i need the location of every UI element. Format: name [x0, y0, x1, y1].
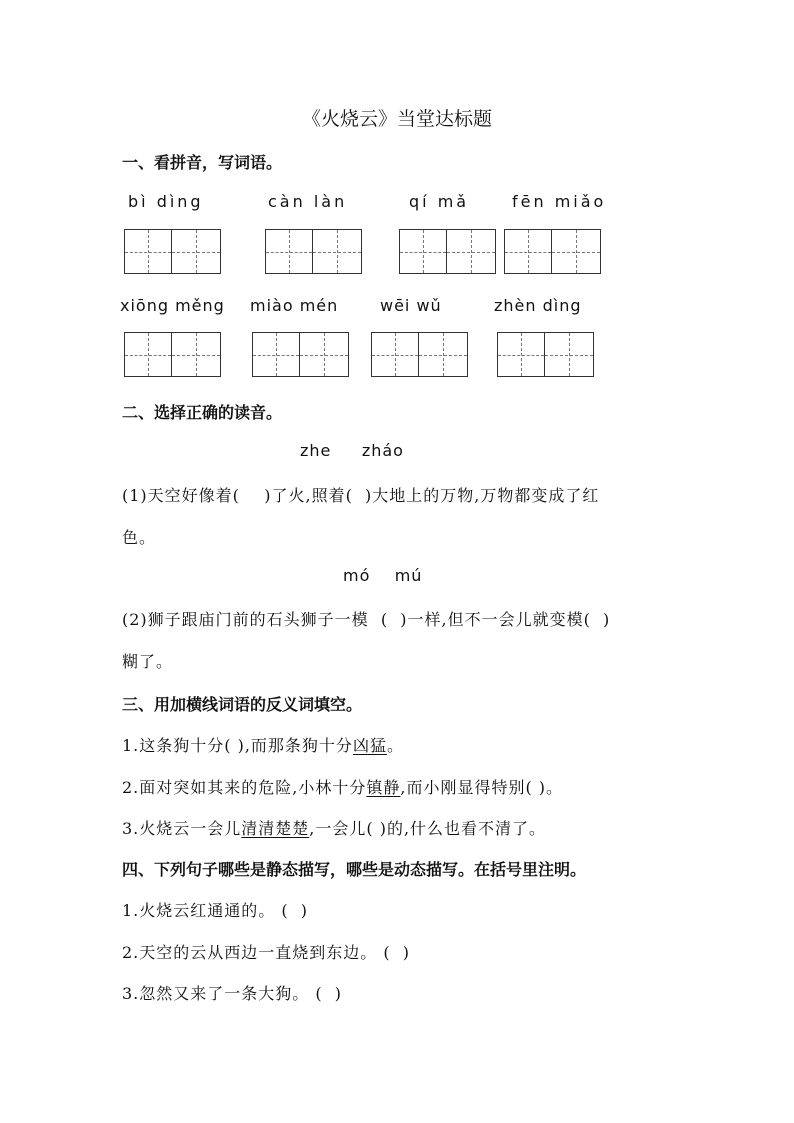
writing-grid-1[interactable] — [124, 229, 221, 274]
writing-cell[interactable] — [552, 229, 601, 274]
page-title: 《火烧云》当堂达标题 — [301, 108, 492, 130]
writing-cell[interactable] — [504, 229, 552, 274]
pinyin-7: wēi wǔ — [380, 296, 442, 315]
pinyin-1: bì dìng — [128, 192, 204, 211]
writing-cell[interactable] — [124, 229, 172, 274]
underlined-word: 凶猛 — [352, 736, 387, 755]
question-2-2-line1: (2)狮子跟庙门前的石头狮子一模 ( )一样,但不一会儿就变模( ) — [122, 610, 611, 629]
writing-cell[interactable] — [371, 332, 419, 377]
writing-cell[interactable] — [497, 332, 545, 377]
pinyin-5: xiōng měng — [120, 296, 225, 315]
writing-cell[interactable] — [265, 229, 313, 274]
writing-cell[interactable] — [172, 332, 221, 377]
writing-grid-6[interactable] — [252, 332, 349, 377]
question-2-2-line2: 糊了。 — [122, 652, 174, 671]
pinyin-6: miào mén — [250, 296, 339, 315]
pinyin-8: zhèn dìng — [494, 296, 582, 315]
pinyin-3: qí mǎ — [409, 192, 470, 211]
section-1-heading: 一、看拼音，写词语。 — [122, 153, 283, 172]
question-3-3-text: 3.火烧云一会儿 — [122, 819, 242, 838]
underlined-word: 清清楚楚 — [241, 819, 310, 838]
section-3-heading: 三、用加横线词语的反义词填空。 — [122, 695, 363, 714]
question-2-1-line1: (1)天空好像着( )了火,照着( )大地上的万物,万物都变成了红 — [122, 486, 600, 505]
question-4-2: 2.天空的云从西边一直烧到东边。 ( ) — [122, 943, 411, 962]
writing-cell[interactable] — [447, 229, 496, 274]
pinyin-2: càn làn — [268, 192, 348, 211]
reading-options-2: mó mú — [343, 566, 423, 585]
question-3-2-text: 2.面对突如其来的危险,小林十分 — [122, 778, 367, 797]
question-2-1-line2: 色。 — [122, 528, 157, 547]
underlined-word: 镇静 — [366, 778, 401, 797]
question-3-3 — [122, 816, 546, 839]
writing-grid-4[interactable] — [504, 229, 601, 274]
reading-options-1: zhe zháo — [300, 441, 404, 460]
question-3-2 — [122, 775, 563, 798]
question-3-2-end: ,而小刚显得特别( )。 — [400, 778, 564, 797]
question-3-1-text: 1.这条狗十分( ),而那条狗十分 — [122, 736, 353, 755]
section-4-heading: 四、下列句子哪些是静态描写，哪些是动态描写。在括号里注明。 — [122, 860, 587, 879]
writing-cell[interactable] — [545, 332, 594, 377]
writing-cell[interactable] — [399, 229, 447, 274]
question-4-3: 3.忽然又来了一条大狗。 ( ) — [122, 984, 343, 1003]
writing-grid-7[interactable] — [371, 332, 468, 377]
question-3-1 — [122, 733, 404, 756]
question-4-1: 1.火烧云红通通的。 ( ) — [122, 901, 309, 920]
question-3-3-end: ,一会儿( )的,什么也看不清了。 — [309, 819, 547, 838]
writing-grid-3[interactable] — [399, 229, 496, 274]
pinyin-4: fēn miǎo — [512, 192, 607, 211]
writing-grid-5[interactable] — [124, 332, 221, 377]
writing-cell[interactable] — [172, 229, 221, 274]
writing-grid-8[interactable] — [497, 332, 594, 377]
section-2-heading: 二、选择正确的读音。 — [122, 403, 283, 422]
writing-cell[interactable] — [313, 229, 362, 274]
writing-cell[interactable] — [252, 332, 300, 377]
writing-grid-2[interactable] — [265, 229, 362, 274]
writing-cell[interactable] — [419, 332, 468, 377]
writing-cell[interactable] — [124, 332, 172, 377]
writing-cell[interactable] — [300, 332, 349, 377]
question-3-1-end: 。 — [386, 736, 404, 755]
